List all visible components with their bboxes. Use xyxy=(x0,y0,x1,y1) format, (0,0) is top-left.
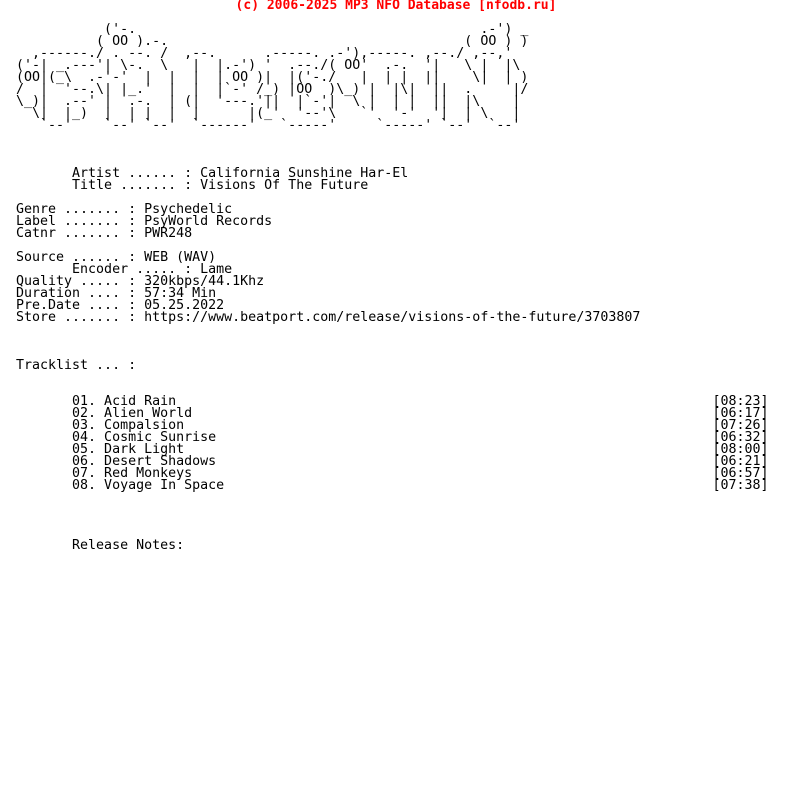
nfo-text xyxy=(16,24,769,552)
label-line: Label ....... : PsyWorld Records xyxy=(16,214,273,229)
logo-line: ,------./ . --. / ,--. .-----. .-'),-----. ,--./ ,--,' xyxy=(16,46,513,61)
predate-line: Pre.Date .... : 05.25.2022 xyxy=(16,298,225,313)
nfodb-header: (c) 2006-2025 MP3 NFO Database [nfodb.ru] xyxy=(235,0,557,13)
track-line: 06. Desert Shadows [06:21] xyxy=(16,454,769,469)
logo-line: \| |_) | | | | | |(_' '--'\ `' '-' '| | \ | xyxy=(16,106,521,121)
blank-line xyxy=(16,132,769,144)
artist-line: Artist ...... : California Sunshine Har-El xyxy=(16,166,409,181)
track-line: 05. Dark Light [08:00] xyxy=(16,442,769,457)
blank-line xyxy=(16,336,769,348)
track-line: 01. Acid Rain [08:23] xyxy=(16,394,769,409)
duration-line: Duration .... : 57:34 Min xyxy=(16,286,217,301)
track-line: 02. Alien World [06:17] xyxy=(16,406,769,421)
track-line: 08. Voyage In Space [07:38] xyxy=(16,478,769,493)
release-notes-heading: Release Notes: xyxy=(16,538,185,553)
blank-line xyxy=(16,492,769,504)
blank-line xyxy=(16,324,769,336)
blank-line xyxy=(16,372,769,384)
title-line: Title ....... : Visions Of The Future xyxy=(16,178,369,193)
logo-line: (OO|(_\ .-'-' | | | | OO )| |('-./ | | | || \| | ) xyxy=(16,70,529,85)
track-line: 04. Cosmic Sunrise [06:32] xyxy=(16,430,769,445)
blank-line xyxy=(16,504,769,516)
track-line: 07. Red Monkeys [06:57] xyxy=(16,466,769,481)
source-line: Source ...... : WEB (WAV) xyxy=(16,250,217,265)
track-line: 03. Compalsion [07:26] xyxy=(16,418,769,433)
blank-line xyxy=(16,144,769,156)
logo-line: ('-. .-') _ xyxy=(16,22,529,37)
genre-line: Genre ....... : Psychedelic xyxy=(16,202,233,217)
blank-line xyxy=(16,516,769,528)
store-line: Store ....... : https://www.beatport.com/release/visions-of-the-future/3703807 xyxy=(16,310,641,325)
tracklist-heading: Tracklist ... : xyxy=(16,358,137,373)
logo-line: ('-| _.---'| \-. \ | |.-') ' .--./( OO' .-. '| \ | |\ xyxy=(16,58,521,73)
encoder-line: Encoder ..... : Lame xyxy=(16,262,233,277)
logo-line: / | '--.\| |_.' | | |`-' /_) |OO )\_) | |\| || . |/ xyxy=(16,82,529,97)
logo-line: `--' `--' `--' `------' `-----' `-----' `--' `--' xyxy=(16,118,521,133)
quality-line: Quality ..... : 320kbps/44.1Khz xyxy=(16,274,265,289)
logo-line: ( OO ).-. ( OO ) ) xyxy=(16,34,529,49)
catnr-line: Catnr ....... : PWR248 xyxy=(16,226,193,241)
logo-line: \_)| .--' | .-. | (| '---.'|| |`-'| \ | | | || |\ | xyxy=(16,94,521,109)
